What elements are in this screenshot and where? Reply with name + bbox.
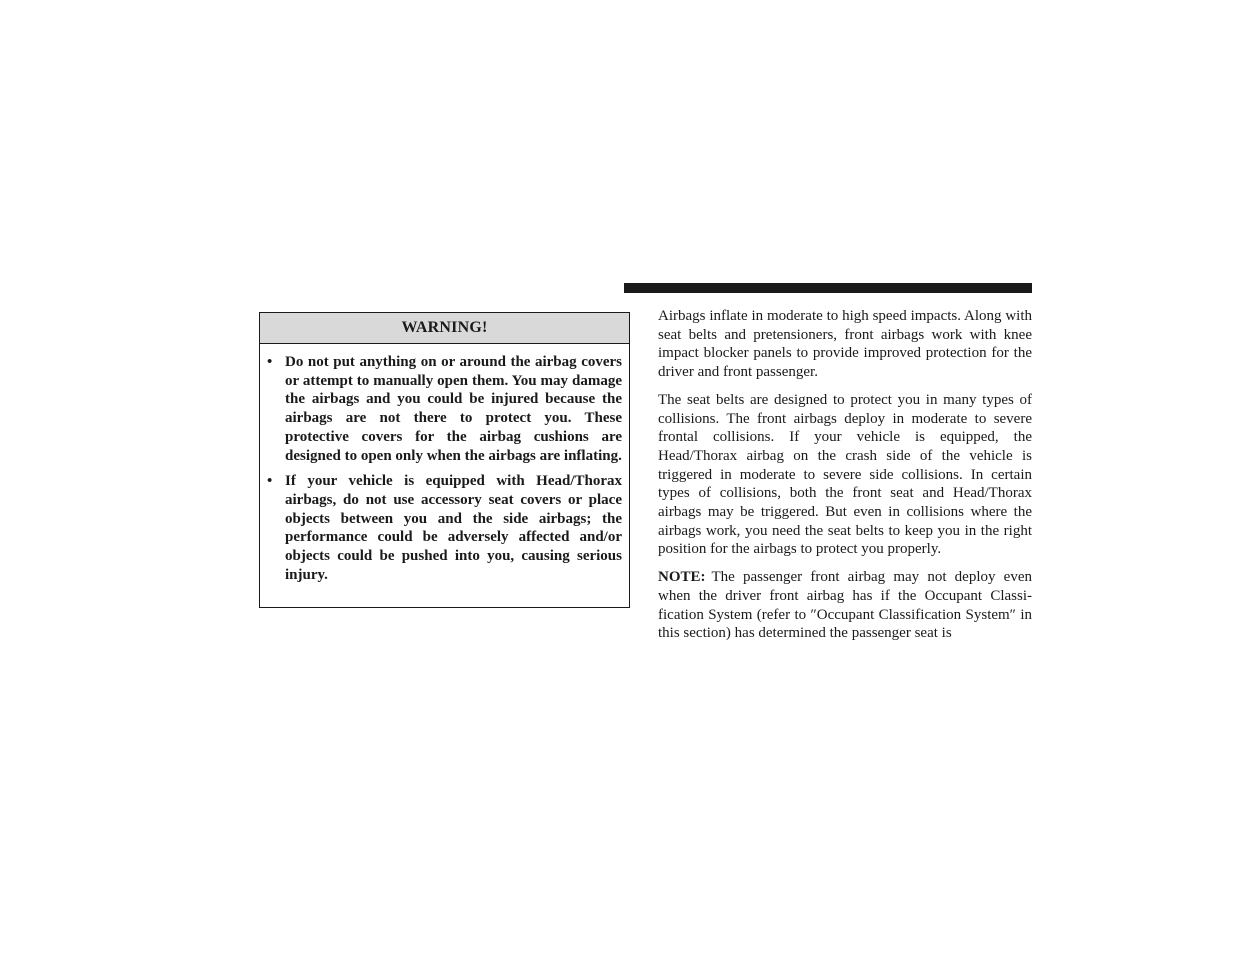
note-label: NOTE:: [658, 569, 706, 586]
bullet-icon: •: [267, 473, 273, 490]
warning-title: WARNING!: [260, 313, 629, 344]
warning-item-text: Do not put anything on or around the airbag covers or attempt to manually open them. You may damage the airbags and you could be injured because the airbags are not there to protect you. These protective covers for the airbag cushions are designed to open only when the airbags are inflating.: [285, 354, 622, 464]
warning-list: [260, 344, 629, 584]
warning-item-text: If your vehicle is equipped with Head/Thorax airbags, do not use accessory seat covers or place objects between you and the side airbags; the performance could be adversely affected and/or objects could be pushed into you, causing serious injury.: [285, 473, 622, 583]
warning-item: [267, 353, 622, 465]
body-column: [658, 307, 1032, 644]
bullet-icon: •: [267, 354, 273, 370]
warning-box: [259, 312, 630, 608]
note-paragraph: [658, 568, 1032, 643]
body-paragraph: The seat belts are designed to protect you in many types of collisions. The front airbags deploy in moderate to severe frontal collisions. If your vehicle is equipped, the Head/Thorax airbag on the crash side of the vehicle is triggered in moderate to severe side collisions. In certain types of collisions, both the front seat and Head/Thorax airbags may be triggered. But even in collisions where the airbags work, you need the seat belts to keep you in the right position for the airbags to protect you properly.: [658, 391, 1032, 558]
warning-item: [267, 472, 622, 584]
note-text: The passenger front airbag may not deploy even when the driver front airbag has if the Occupant Classification System (refer to ″Occupant Classification System″ in this section) has determined the passenger seat is: [658, 569, 1032, 642]
body-paragraph: Airbags inflate in moderate to high speed impacts. Along with seat belts and pretensioners, front airbags work with knee impact blocker panels to provide improved protection for the driver and front passenger.: [658, 308, 1032, 381]
section-rule: [624, 283, 1032, 293]
